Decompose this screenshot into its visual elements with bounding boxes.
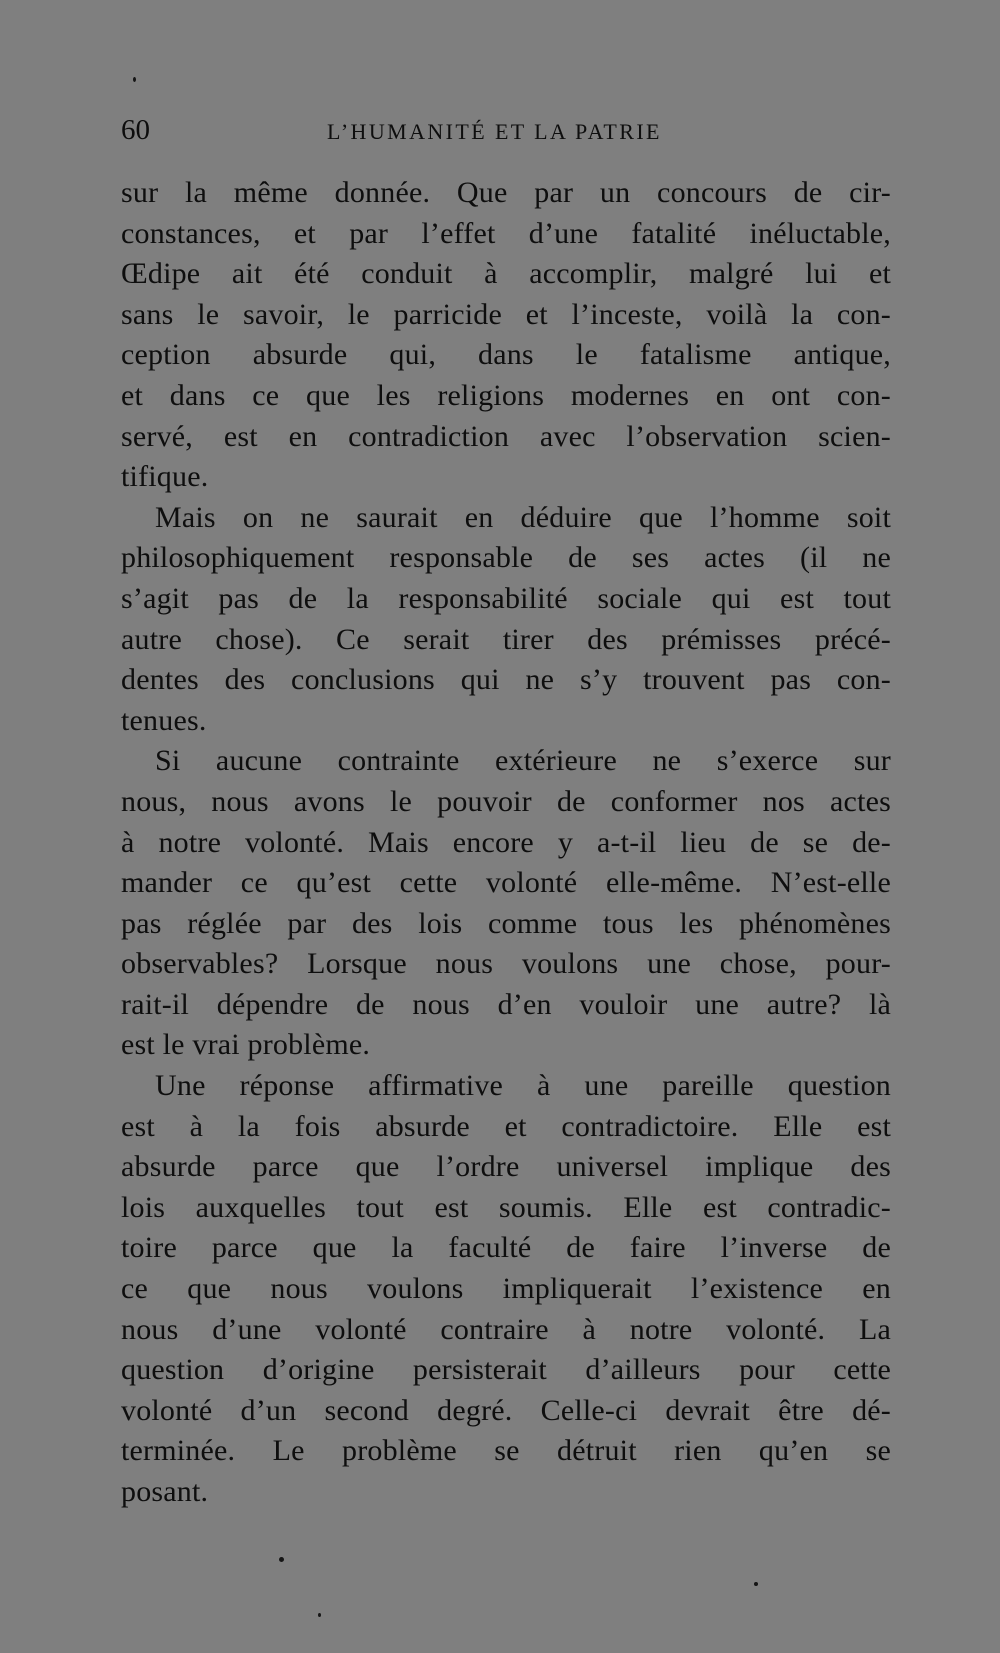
text-line: posant. bbox=[121, 1475, 209, 1508]
text-line: mander ce qu’est cette volonté elle-même. N’est-elle bbox=[121, 866, 891, 900]
text-line: ce que nous voulons impliquerait l’existence en bbox=[121, 1272, 891, 1306]
text-line: rait-il dépendre de nous d’en vouloir une autre? là bbox=[121, 987, 891, 1021]
text-line: dentes des conclusions qui ne s’y trouvent pas con- bbox=[121, 663, 891, 697]
text-line: volonté d’un second degré. Celle-ci devrait être dé- bbox=[121, 1393, 891, 1427]
text-line: Mais on ne saurait en déduire que l’homme soit bbox=[155, 500, 891, 534]
text-line: pas réglée par des lois comme tous les phénomènes bbox=[121, 906, 891, 940]
text-line: tifique. bbox=[121, 460, 209, 494]
paragraph bbox=[121, 498, 891, 742]
text-line: à notre volonté. Mais encore y a-t-il lieu de se de- bbox=[121, 825, 891, 859]
text-line: et dans ce que les religions modernes en ont con- bbox=[121, 378, 891, 412]
text-line: observables? Lorsque nous voulons une chose, pour- bbox=[121, 947, 891, 981]
text-line: philosophiquement responsable de ses actes (il ne bbox=[121, 541, 891, 575]
text-line: toire parce que la faculté de faire l’inverse de bbox=[121, 1231, 891, 1265]
text-line: sans le savoir, le parricide et l’inceste, voilà la con- bbox=[121, 297, 891, 331]
text-line: est le vrai problème. bbox=[121, 1028, 371, 1062]
text-line: lois auxquelles tout est soumis. Elle est contradic- bbox=[121, 1190, 891, 1224]
text-line: tenues. bbox=[121, 703, 207, 737]
page-header bbox=[121, 110, 891, 150]
text-line: nous d’une volonté contraire à notre volonté. La bbox=[121, 1312, 891, 1346]
text-line: ception absurde qui, dans le fatalisme antique, bbox=[121, 338, 891, 372]
text-line: autre chose). Ce serait tirer des prémisses précé- bbox=[121, 622, 891, 656]
text-line: Œdipe ait été conduit à accomplir, malgré lui et bbox=[121, 257, 891, 291]
body-text bbox=[121, 173, 891, 1513]
text-line: nous, nous avons le pouvoir de conformer nos actes bbox=[121, 784, 891, 818]
text-line: constances, et par l’effet d’une fatalité inéluctable, bbox=[121, 216, 891, 250]
paragraph bbox=[121, 173, 891, 498]
paragraph bbox=[121, 741, 891, 1066]
speck-mark bbox=[318, 1613, 321, 1617]
text-line: s’agit pas de la responsabilité sociale qui est tout bbox=[121, 581, 891, 615]
text-line: sur la même donnée. Que par un concours de cir- bbox=[121, 176, 891, 209]
speck-mark bbox=[754, 1582, 758, 1586]
text-line: absurde parce que l’ordre universel implique des bbox=[121, 1150, 891, 1184]
text-line: question d’origine persisterait d’ailleurs pour cette bbox=[121, 1353, 891, 1387]
text-line: Si aucune contrainte extérieure ne s’exerce sur bbox=[155, 744, 891, 778]
text-line: servé, est en contradiction avec l’observation scien- bbox=[121, 419, 891, 453]
page-number: 60 bbox=[121, 114, 150, 146]
text-line: est à la fois absurde et contradictoire. Elle est bbox=[121, 1109, 891, 1143]
text-line: terminée. Le problème se détruit rien qu’en se bbox=[121, 1434, 891, 1468]
speck-mark bbox=[133, 77, 136, 82]
speck-mark bbox=[279, 1557, 284, 1562]
running-head: L’HUMANITÉ ET LA PATRIE bbox=[327, 119, 662, 144]
paragraph bbox=[121, 1066, 891, 1513]
text-line: Une réponse affirmative à une pareille question bbox=[155, 1069, 891, 1103]
